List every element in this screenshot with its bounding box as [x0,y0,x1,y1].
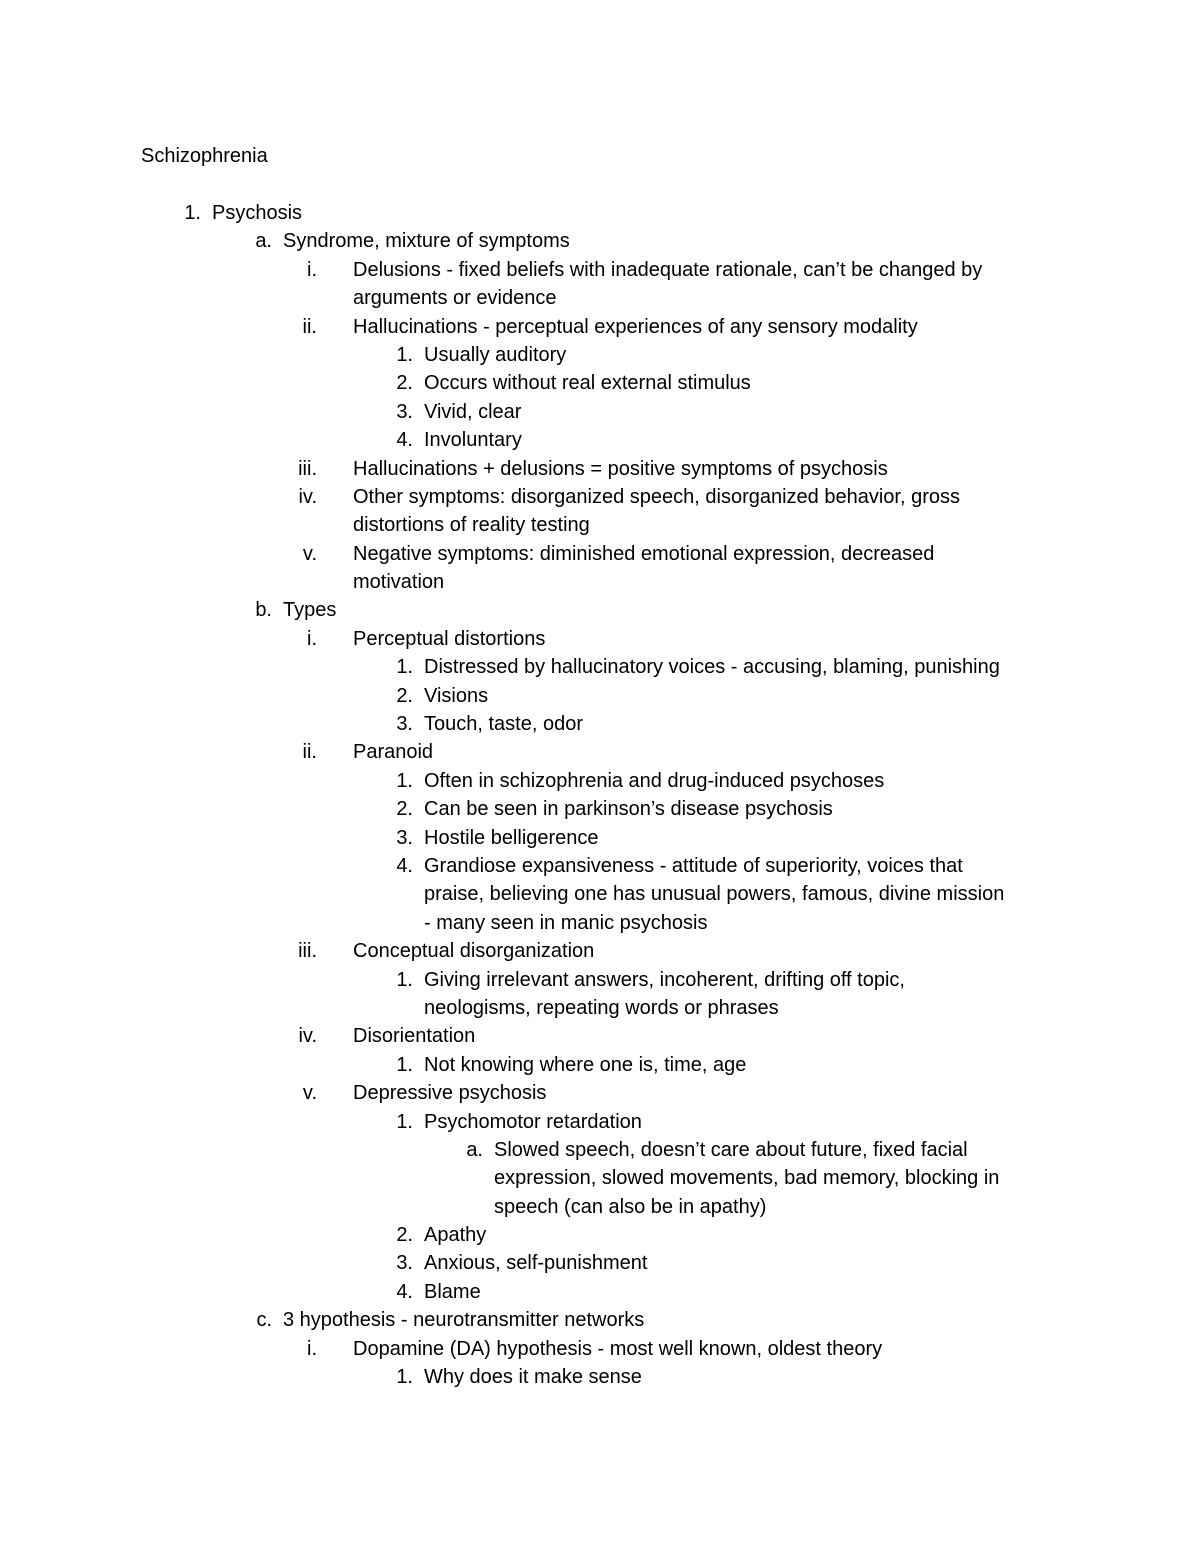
list-text: Paranoid [353,741,434,764]
outline-item-grandiose [0,852,1200,880]
outline-item-continuation [0,1193,1200,1221]
outline-item-dopamine [0,1335,1200,1363]
list-text: Vivid, clear [424,400,522,423]
list-text: Conceptual disorganization [353,940,595,963]
list-text: Psychomotor retardation [424,1110,642,1133]
outline-item-continuation [0,568,1200,596]
list-marker: i. [307,627,317,650]
list-text: Psychosis [212,202,303,224]
outline-item-blame [0,1278,1200,1306]
list-marker: b. [255,599,272,622]
list-text: Hallucinations + delusions = positive symptoms of psychosis [353,457,888,480]
outline-item-continuation [0,909,1200,937]
outline-item-often-in [0,767,1200,795]
list-text: Slowed speech, doesn’t care about future, fixed facial [494,1138,968,1161]
list-marker: 1. [396,1110,413,1133]
list-marker: ii. [302,315,317,338]
outline-item-slowed-speech [0,1136,1200,1164]
outline-item-psychomotor [0,1108,1200,1136]
outline-item-continuation [0,994,1200,1022]
outline-item-usually-auditory [0,341,1200,369]
outline-item-irrelevant-answers [0,966,1200,994]
list-marker: 3. [396,400,413,423]
outline-item-paranoid [0,738,1200,766]
list-text: Hostile belligerence [424,826,599,849]
list-marker: v. [302,542,317,565]
list-marker: 3. [396,1252,413,1275]
list-text: Dopamine (DA) hypothesis - most well known, oldest theory [353,1337,883,1360]
list-marker: 1. [396,1366,413,1389]
outline-item-continuation [0,511,1200,539]
list-text: Blame [424,1280,481,1303]
list-text: Can be seen in parkinson’s disease psychosis [424,798,833,821]
list-marker: 2. [396,684,413,707]
outline-item-perceptual-distortions [0,625,1200,653]
list-marker: 4. [396,429,413,452]
list-marker: iv. [298,485,317,508]
list-text: Depressive psychosis [353,1082,547,1105]
list-text: expression, slowed movements, bad memory, blocking in [494,1167,1000,1190]
list-text: praise, believing one has unusual powers, famous, divine mission [424,883,1005,906]
outline-item-occurs-without [0,369,1200,397]
outline-item-disorientation [0,1022,1200,1050]
outline-item-other-symptoms [0,483,1200,511]
list-text: Visions [424,684,489,707]
list-marker: 4. [396,1280,413,1303]
list-marker: 3. [396,826,413,849]
list-text: Occurs without real external stimulus [424,372,751,395]
outline-item-visions [0,682,1200,710]
list-marker: 2. [396,1224,413,1247]
outline-item-involuntary [0,426,1200,454]
outline-item-negative-symptoms [0,540,1200,568]
outline-item-delusions [0,256,1200,284]
list-text: Distressed by hallucinatory voices - accusing, blaming, punishing [424,656,1000,679]
list-marker: 1. [396,1053,413,1076]
list-text: Disorientation [353,1025,476,1048]
outline-item-continuation [0,284,1200,312]
list-text: Often in schizophrenia and drug-induced psychoses [424,769,885,792]
outline-item-distressed [0,653,1200,681]
outline-item-not-knowing [0,1051,1200,1079]
list-marker: 3. [396,713,413,736]
list-marker: iv. [298,1025,317,1048]
list-marker: 1. [396,968,413,991]
list-text: distortions of reality testing [353,514,590,537]
list-marker: iii. [298,940,317,963]
outline-item-why-sense [0,1363,1200,1391]
list-marker: 2. [396,372,413,395]
list-marker: i. [307,1337,317,1360]
outline-item-vivid-clear [0,398,1200,426]
list-text: neologisms, repeating words or phrases [424,996,779,1019]
document-title: Schizophrenia [141,145,268,167]
list-text: Not knowing where one is, time, age [424,1053,747,1076]
list-text: Touch, taste, odor [424,713,583,736]
list-marker: a. [255,230,272,253]
list-marker: ii. [302,741,317,764]
list-marker: 2. [396,798,413,821]
outline-item-depressive [0,1079,1200,1107]
outline-item-touch-taste-odor [0,710,1200,738]
outline-item-positive-symptoms [0,455,1200,483]
list-text: 3 hypothesis - neurotransmitter networks [283,1309,645,1332]
outline-item-parkinsons [0,795,1200,823]
list-text: Anxious, self-punishment [424,1252,648,1275]
list-marker: 1. [396,769,413,792]
list-text: Syndrome, mixture of symptoms [283,230,570,253]
outline-item-conceptual [0,937,1200,965]
list-text: Why does it make sense [424,1366,642,1389]
list-marker: i. [307,258,317,281]
list-text: Usually auditory [424,343,567,366]
list-text: Other symptoms: disorganized speech, disorganized behavior, gross [353,485,960,508]
outline-item-psychosis [0,199,1200,227]
outline-item-hostile [0,824,1200,852]
list-text: Giving irrelevant answers, incoherent, drifting off topic, [424,968,905,991]
list-marker: c. [256,1309,272,1332]
outline-item-apathy [0,1221,1200,1249]
list-text: Hallucinations - perceptual experiences of any sensory modality [353,315,918,338]
list-text: arguments or evidence [353,287,557,310]
outline-item-hallucinations [0,313,1200,341]
list-marker: a. [466,1138,483,1161]
list-marker: 4. [396,854,413,877]
list-text: Apathy [424,1224,487,1247]
list-text: Types [283,599,337,622]
list-text: Delusions - fixed beliefs with inadequate rationale, can’t be changed by [353,258,983,281]
list-marker: 1. [396,343,413,366]
list-text: Grandiose expansiveness - attitude of superiority, voices that [424,854,963,877]
outline-item-types [0,596,1200,624]
list-text: Involuntary [424,429,522,452]
outline-list [0,199,1200,1391]
outline-item-continuation [0,1164,1200,1192]
list-marker: v. [302,1082,317,1105]
list-text: Perceptual distortions [353,627,546,650]
list-text: Negative symptoms: diminished emotional expression, decreased [353,542,935,565]
outline-item-continuation [0,880,1200,908]
list-marker: 1. [184,202,201,224]
list-marker: 1. [396,656,413,679]
outline-item-hypothesis [0,1306,1200,1334]
list-text: - many seen in manic psychosis [424,911,708,934]
list-text: motivation [353,571,445,594]
outline-item-syndrome [0,227,1200,255]
list-text: speech (can also be in apathy) [494,1195,767,1218]
list-marker: iii. [298,457,317,480]
outline-item-anxious [0,1249,1200,1277]
